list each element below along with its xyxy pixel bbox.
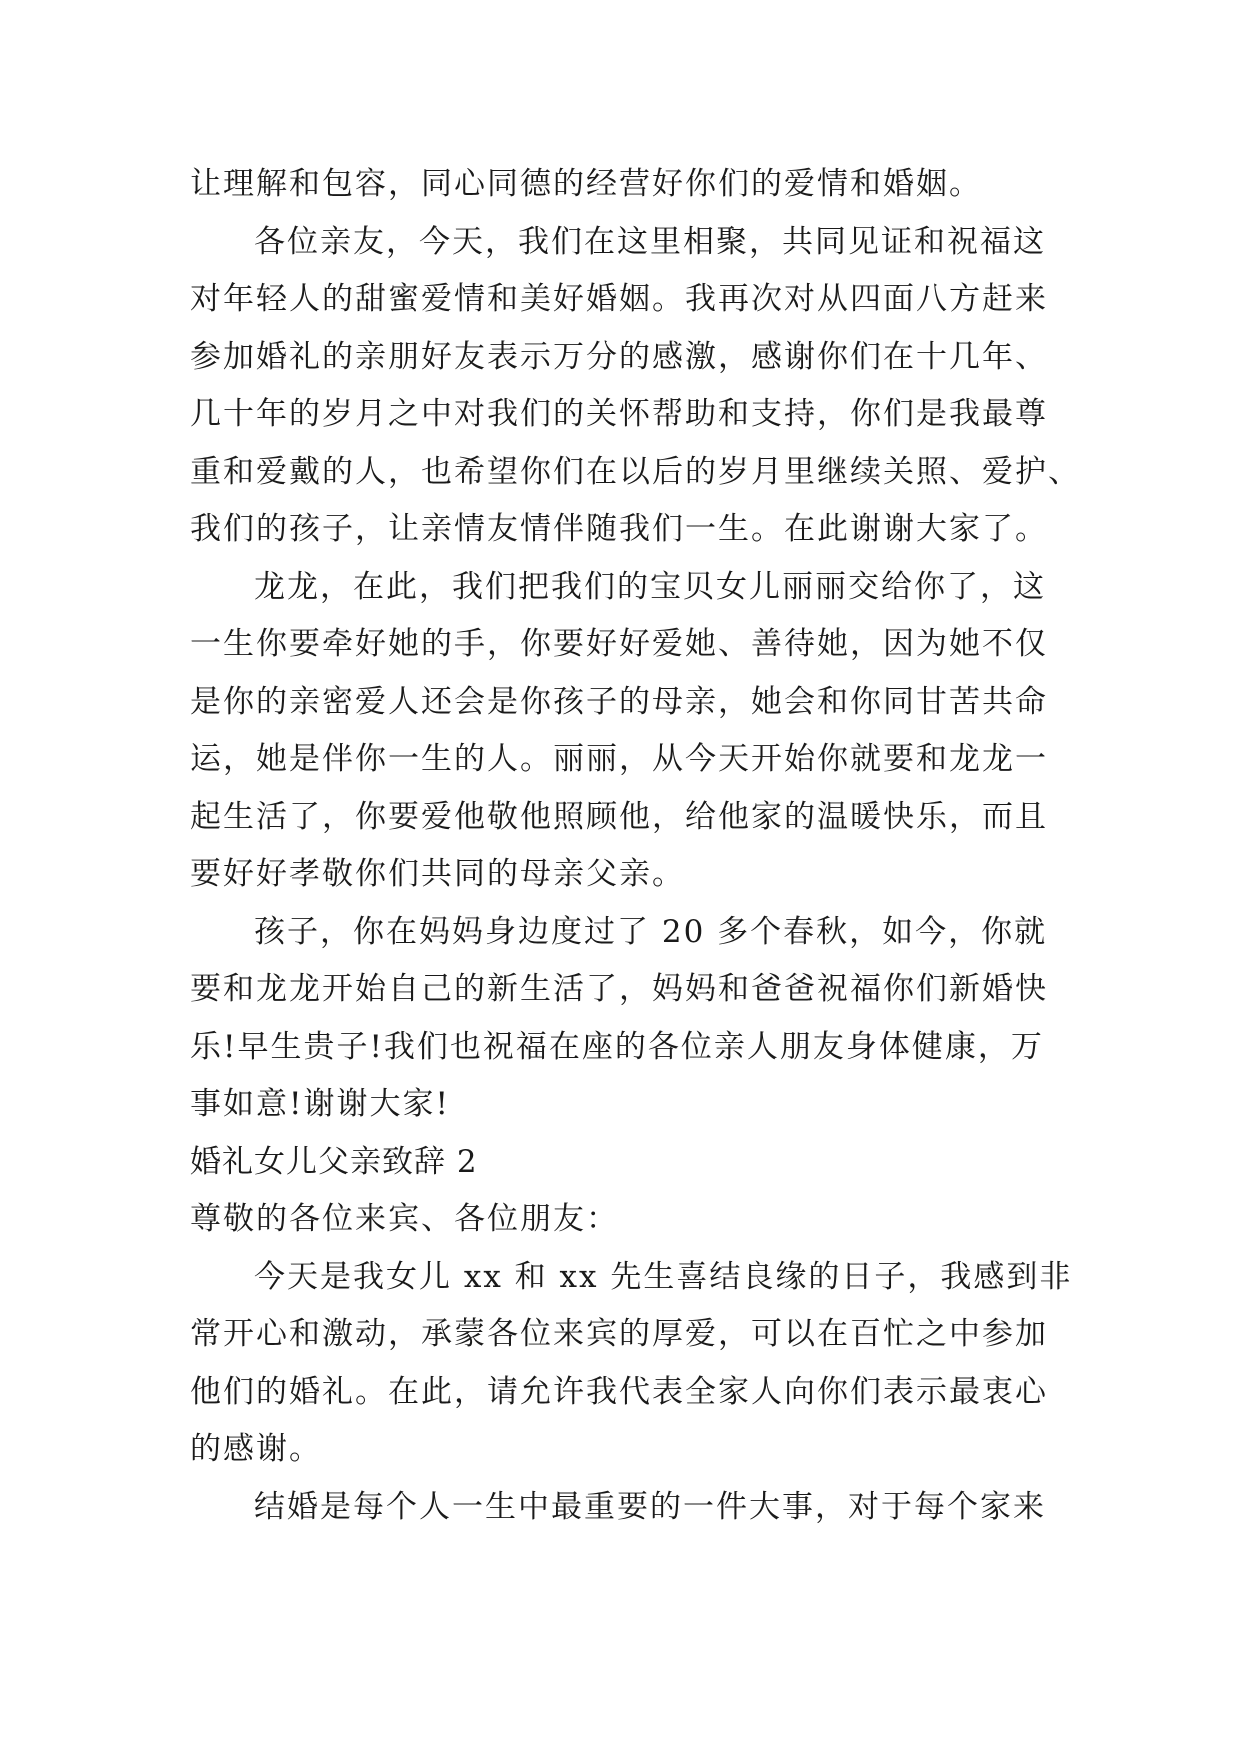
text-line: 让理解和包容，同心同德的经营好你们的爱情和婚姻。 [190, 166, 982, 202]
text-line: 几十年的岁月之中对我们的关怀帮助和支持，你们是我最尊 [190, 396, 1048, 432]
text-line: 一生你要牵好她的手，你要好好爱她、善待她，因为她不仅 [190, 626, 1048, 662]
text-line: 是你的亲密爱人还会是你孩子的母亲，她会和你同甘苦共命 [190, 683, 1048, 720]
text-line: 我们的孩子，让亲情友情伴随我们一生。在此谢谢大家了。 [190, 511, 1048, 547]
text-line: 要好好孝敬你们共同的母亲父亲。 [190, 856, 685, 892]
text-line: 重和爱戴的人，也希望你们在以后的岁月里继续关照、爱护、 [190, 453, 1081, 490]
text-line: 各位亲友，今天，我们在这里相聚，共同见证和祝福这 [254, 223, 1046, 260]
text-line: 对年轻人的甜蜜爱情和美好婚姻。我再次对从四面八方赶来 [190, 281, 1048, 317]
text-line: 参加婚礼的亲朋好友表示万分的感激，感谢你们在十几年、 [190, 338, 1048, 375]
text-line: 的感谢。 [190, 1431, 322, 1467]
text-line: 结婚是每个人一生中最重要的一件大事，对于每个家来 [254, 1488, 1046, 1525]
text-line: 起生活了，你要爱他敬他照顾他，给他家的温暖快乐，而且 [190, 798, 1048, 835]
text-line: 事如意!谢谢大家! [190, 1086, 450, 1122]
text-line: 乐!早生贵子!我们也祝福在座的各位亲人朋友身体健康，万 [190, 1028, 1044, 1065]
text-line: 他们的婚礼。在此，请允许我代表全家人向你们表示最衷心 [190, 1373, 1048, 1410]
section-heading: 婚礼女儿父亲致辞 2 [190, 1143, 478, 1180]
text-line: 孩子，你在妈妈身边度过了 20 多个春秋，如今，你就 [254, 913, 1048, 950]
text-line: 今天是我女儿 xx 和 xx 先生喜结良缘的日子，我感到非 [254, 1258, 1073, 1295]
body-text [190, 156, 1081, 1536]
text-line: 龙龙，在此，我们把我们的宝贝女儿丽丽交给你了，这 [254, 568, 1046, 605]
text-line: 运，她是伴你一生的人。丽丽，从今天开始你就要和龙龙一 [190, 741, 1048, 777]
salutation: 尊敬的各位来宾、各位朋友： [190, 1201, 619, 1237]
text-line: 常开心和激动，承蒙各位来宾的厚爱，可以在百忙之中参加 [190, 1316, 1048, 1352]
text-line: 要和龙龙开始自己的新生活了，妈妈和爸爸祝福你们新婚快 [190, 971, 1048, 1007]
